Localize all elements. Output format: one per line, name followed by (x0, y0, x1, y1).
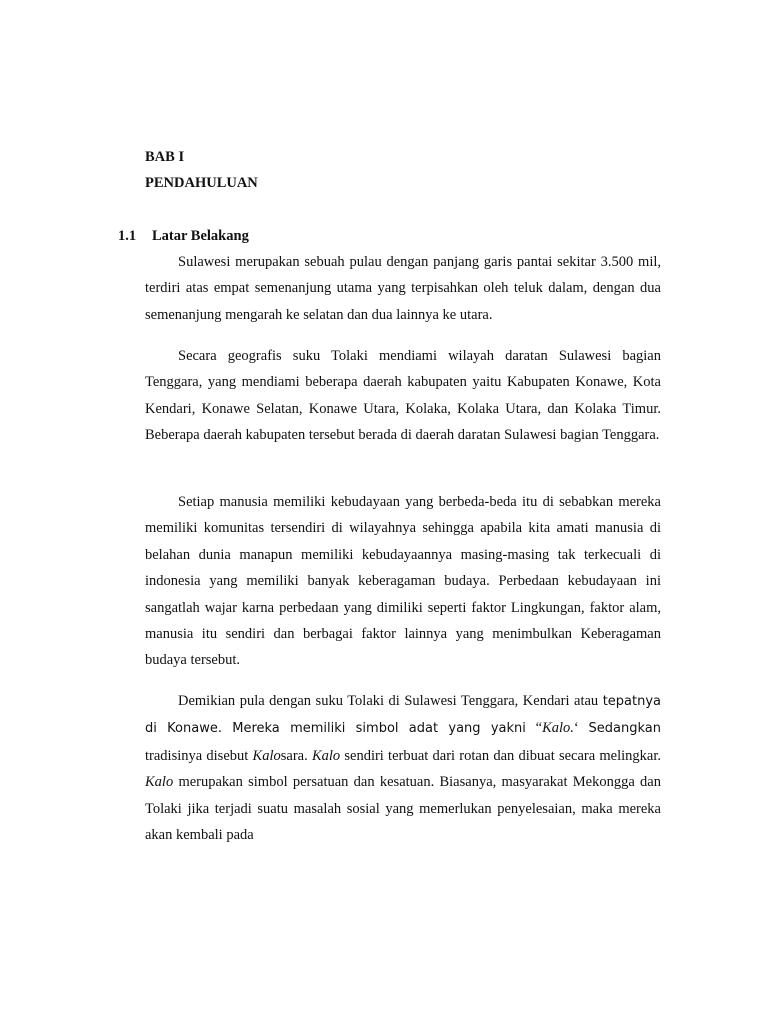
paragraph-4-text-g: merupakan simbol persatuan dan kesatuan. Biasanya, masyarakat Mekongga dan Tolaki jika terjadi suatu masalah sosial yang memerlukan penyelesaian, maka mereka akan kembali pada (145, 774, 661, 844)
paragraph-4-sans-sedangkan: Sedangkan (588, 721, 661, 737)
paragraph-2-text: Secara geografis suku Tolaki mendiami wilayah daratan Sulawesi bagian Tenggara, yang mendiami beberapa daerah kabupaten yaitu Kabupaten Konawe, Kota Kendari, Konawe Selatan, Konawe Utara, Kolaka, Kolaka Utara, dan Kolaka Timur. Beberapa daerah kabupaten tersebut berada di daerah daratan Sulawesi bagian Tenggara. (145, 348, 661, 444)
section-heading (118, 227, 249, 245)
paragraph-4-line-1: Demikian pula dengan suku Tolaki di Sulawesi Tenggara, Kendari atau (178, 693, 599, 709)
paragraph-3-text: Setiap manusia memiliki kebudayaan yang berbeda-beda itu di sebabkan mereka memiliki komunitas tersendiri di wilayahnya sehingga apabila kita amati manusia di belahan dunia manapun memiliki kebudayaannya masing-masing tak terkecuali di indonesia yang memiliki banyak keberagaman budaya. Perbedaan kebudayaan ini sangatlah wajar karna perbedaan yang dimiliki seperti faktor Lingkungan, faktor alam, manusia itu sendiri dan berbagai faktor lainnya yang menimbulkan Keberagaman budaya tersebut. (145, 494, 661, 669)
chapter-title: PENDAHULUAN (145, 175, 258, 191)
paragraph-4-text-e: sara. (280, 747, 312, 764)
paragraph-1-text: Sulawesi merupakan sebuah pulau dengan panjang garis pantai sekitar 3.500 mil, terdiri atas empat semenanjung utama yang terpisahkan oleh teluk dalam, dengan dua semenanjung mengarah ke selatan dan dua lainnya ke utara. (145, 254, 661, 323)
kalo-term: Kalo (311, 747, 341, 764)
kalo-term: Kalo. (542, 720, 574, 737)
section-title: Latar Belakang (152, 228, 249, 244)
paragraph-1 (145, 249, 661, 328)
paragraph-4-text-d: tradisinya disebut (145, 747, 253, 764)
kalo-term: Kalo (145, 774, 174, 791)
paragraph-4-sans-text: tepatnya di Konawe. Mereka memiliki simbol adat yang yakni (145, 694, 661, 737)
kalo-term: Kalo (252, 747, 281, 764)
paragraph-2 (145, 343, 661, 449)
quote-open: “ (525, 720, 543, 737)
section-number: 1.1 (118, 228, 137, 244)
chapter-label: BAB I (145, 149, 185, 165)
paragraph-4-text-f: sendiri terbuat dari rotan dan dibuat secara melingkar. (340, 747, 662, 764)
paragraph-4 (145, 688, 661, 848)
quote-close: ‘ (573, 720, 589, 737)
paragraph-3 (145, 489, 661, 674)
